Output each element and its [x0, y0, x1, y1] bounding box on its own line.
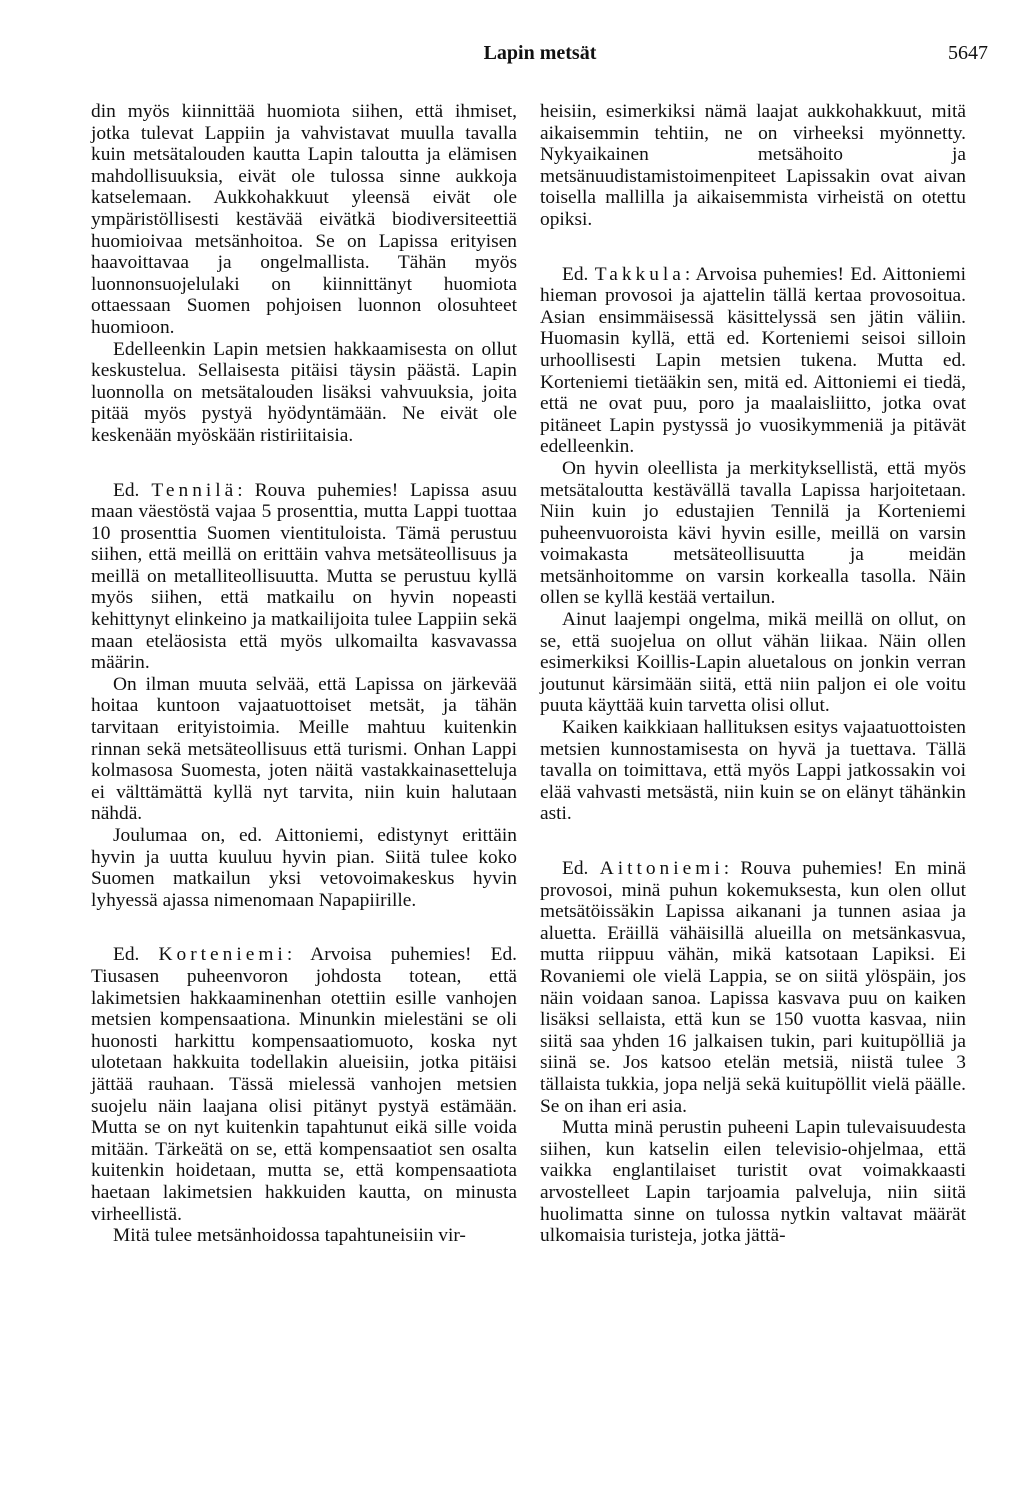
speaker-name: Tennilä [151, 479, 238, 501]
paragraph [91, 480, 517, 674]
paragraph-text: Ed. [562, 858, 600, 879]
paragraph-text: Ainut laajempi ongelma, mikä meillä on ollut, on se, että suojelua on ollut vähän liikaa. Näin ollen esimerkiksi Koillis-Lapin aluetalous on jonkin verran joutunut kärsimään siitä, että niin paljon ei ole voitu puuta käyttää kuin tarvetta olisi ollut. [540, 609, 966, 717]
paragraph [540, 264, 966, 458]
paragraph-text: Mitä tulee metsänhoidossa tapahtuneisiin vir- [113, 1225, 466, 1247]
page-number: 5647 [948, 42, 988, 64]
paragraph-text: : Rouva puhemies! Lapissa asuu maan väestöstä vajaa 5 prosenttia, mutta Lappi tuottaa 10 prosenttia Suomen vientituloista. Tämä perustuu siihen, että meillä on erittäin vahva metsäteollisuus ja meillä on metalliteollisuutta. Mutta se perustuu kyllä myös siihen, että matkailu on hyvin nopeasti kehittynyt elinkeino ja matkailijoita tulee Lappiin sekä maan eteläosista että myös ulkomailta kasvavassa määrin. [91, 479, 517, 674]
paragraph-text: Mutta minä perustin puheeni Lapin tulevaisuudesta siihen, kun katselin eilen televisio-ohjelmaa, että vaikka englantilaiset turistit ovat voimakkaasti arvostelleet Lapin tarjoamia palveluja, niin siitä huolimatta sinne on tulossa nytkin valtavat määrät ulkomaisia turisteja, jotka jättä- [540, 1117, 966, 1247]
speaker-name: Korteniemi [158, 944, 287, 966]
paragraph [91, 674, 517, 825]
running-title: Lapin metsät [483, 42, 597, 64]
paragraph-text: : Arvoisa puhemies! Ed. Tiusasen puheenvoron johdosta totean, että lakimetsien hakkaaminenhan otettiin esille vanhojen metsien kompensaationa. Minunkin mielestäni se oli huonosti harkittu kompensaatiomuoto, koska nyt ulotetaan hakkuita todellakin alueisiin, jotka pitäisi jättää rauhaan. Tässä mielessä vanhojen metsien suojelu näin laajana olisi pitänyt pystyä estämään. Mutta se on nyt kuitenkin tapahtunut eikä sille voida mitään. Tärkeätä on se, että kompensaatiot sen osalta kuitenkin hoidetaan, mutta se, että kompensaatiota haetaan lakimetsien hakkuiden kautta, on minusta virheellistä. [91, 944, 517, 1225]
paragraph-text: : Rouva puhemies! En minä provosoi, minä puhun kokemuksesta, kun olen ollut metsätöissäkin Lapissa aikanani ja tunnen asiaa ja aluetta. Eräillä vähäisillä alueilla on metsänkasvua, mutta riippuu vähän, mikä katsotaan Lapiksi. Ei Rovaniemi ole vielä Lappia, se on siitä ylöspäin, jos näin voidaan sanoa. Lapissa kasvava puu on kaiken lisäksi sellaista, että kun se 150 vuotta kasvaa, niin siitä saa yhden 16 jalkaisen tukin, pari kuitupölliä ja siinä se. Jos katsoo etelän metsiä, niistä tulee 3 tällaista tukkia, jopa neljä sekä kuitupöllit vielä päälle. Se on ihan eri asia. [540, 858, 966, 1117]
speaker-name: Takkula [594, 263, 685, 285]
paragraph-text: Ed. [562, 263, 595, 285]
paragraph [540, 858, 966, 1117]
paragraph [540, 458, 966, 609]
left-column [91, 101, 517, 1247]
right-column [540, 101, 966, 1247]
paragraph-text: Ed. [113, 944, 159, 966]
page-header [92, 40, 988, 70]
paragraph [91, 944, 517, 1225]
paragraph-text: On hyvin oleellista ja merkityksellistä, että myös metsätaloutta kestävällä tavalla Lapissa harjoitetaan. Niin kuin jo edustajien Tennilä ja Korteniemi puheenvuoroista kävi hyvin esille, meillä on varsin voimakasta metsäteollisuutta ja meidän metsänhoitomme on varsin korkealla tasolla. Näin ollen se kyllä kestää vertailun. [540, 457, 966, 609]
paragraph [540, 101, 966, 231]
paragraph-text: Edelleenkin Lapin metsien hakkaamisesta on ollut keskustelua. Sellaisesta pitäisi täysin päästä. Lapin luonnolla on metsätalouden lisäksi vahvuuksia, joita pitää myös pystyä hyödyntämään. Ne eivät ole keskenään myöskään ristiriitaisia. [91, 338, 517, 446]
paragraph-text: Kaiken kaikkiaan hallituksen esitys vajaatuottoisten metsien kunnostamisesta on hyvä ja tuettava. Tällä tavalla on toimittava, että myös Lappi jatkossakin voi elää vahvasti metsästä, niin kuin se on elänyt tähänkin asti. [540, 717, 966, 825]
paragraph-text: din myös kiinnittää huomiota siihen, että ihmiset, jotka tulevat Lappiin ja vahvistavat muulla tavalla kuin metsätalouden kautta Lapin taloutta ja elämisen mahdollisuuksia, eivät ole tulossa sinne aukkoja katselemaan. Aukkohakkuut yleensä eivät ole ympäristöllisesti kestävää eivätkä biodiversiteettiä huomioivaa metsänhoitoa. Se on Lapissa erityisen haavoittavaa ja ongelmallista. Tähän myös luonnonsuojelulaki on kiinnittänyt huomiota ottaessaan Suomen pohjoisen luonnon olosuhteet huomioon. [91, 101, 517, 338]
paragraph [91, 101, 517, 339]
paragraph [91, 825, 517, 911]
paragraph-text: Ed. [113, 479, 152, 501]
paragraph [540, 609, 966, 717]
paragraph [540, 717, 966, 825]
paragraph [91, 1225, 517, 1247]
paragraph-text: On ilman muuta selvää, että Lapissa on järkevää hoitaa kuntoon vajaatuottoiset metsät, ja tähän tarvitaan erityistoimia. Meille mahtuu kuitenkin rinnan sekä metsäteollisuus että turismi. Onhan Lappi kolmasosa Suomesta, joten näitä vastakkainasetteluja ei välttämättä kyllä nyt tarvita, niin kuin halutaan nähdä. [91, 673, 517, 825]
paragraph [91, 339, 517, 447]
paragraph [540, 1117, 966, 1247]
speaker-name: Aittoniemi [599, 858, 724, 879]
paragraph-text: : Arvoisa puhemies! Ed. Aittoniemi hieman provosoi ja ajattelin tällä kertaa provosoitua. Asian ensimmäisessä käsittelyssä sen jätin väliin. Huomasin kyllä, että ed. Korteniemi seisoi silloin urhoollisesti Lapin metsien tukena. Mutta ed. Korteniemi tietääkin sen, mitä ed. Aittoniemi ei tiedä, että ne ovat puu, poro ja maalaisliitto, jotka ovat pitäneet Lapin pystyssä jo vuosikymmeniä ja pitävät edelleenkin. [540, 263, 966, 458]
paragraph-text: heisiin, esimerkiksi nämä laajat aukkohakkuut, mitä aikaisemmin tehtiin, ne on virheeksi myönnetty. Nykyaikainen metsähoito ja metsänuudistamistoimenpiteet Lapissakin ovat aivan toisella mallilla ja aikaisemmista virheistä on otettu opiksi. [540, 101, 966, 230]
paragraph-text: Joulumaa on, ed. Aittoniemi, edistynyt erittäin hyvin ja uutta kuuluu hyvin pian. Siitä tulee koko Suomen matkailun yksi vetovoimakeskus hyvin lyhyessä ajassa nimenomaan Napapiirille. [91, 825, 517, 911]
